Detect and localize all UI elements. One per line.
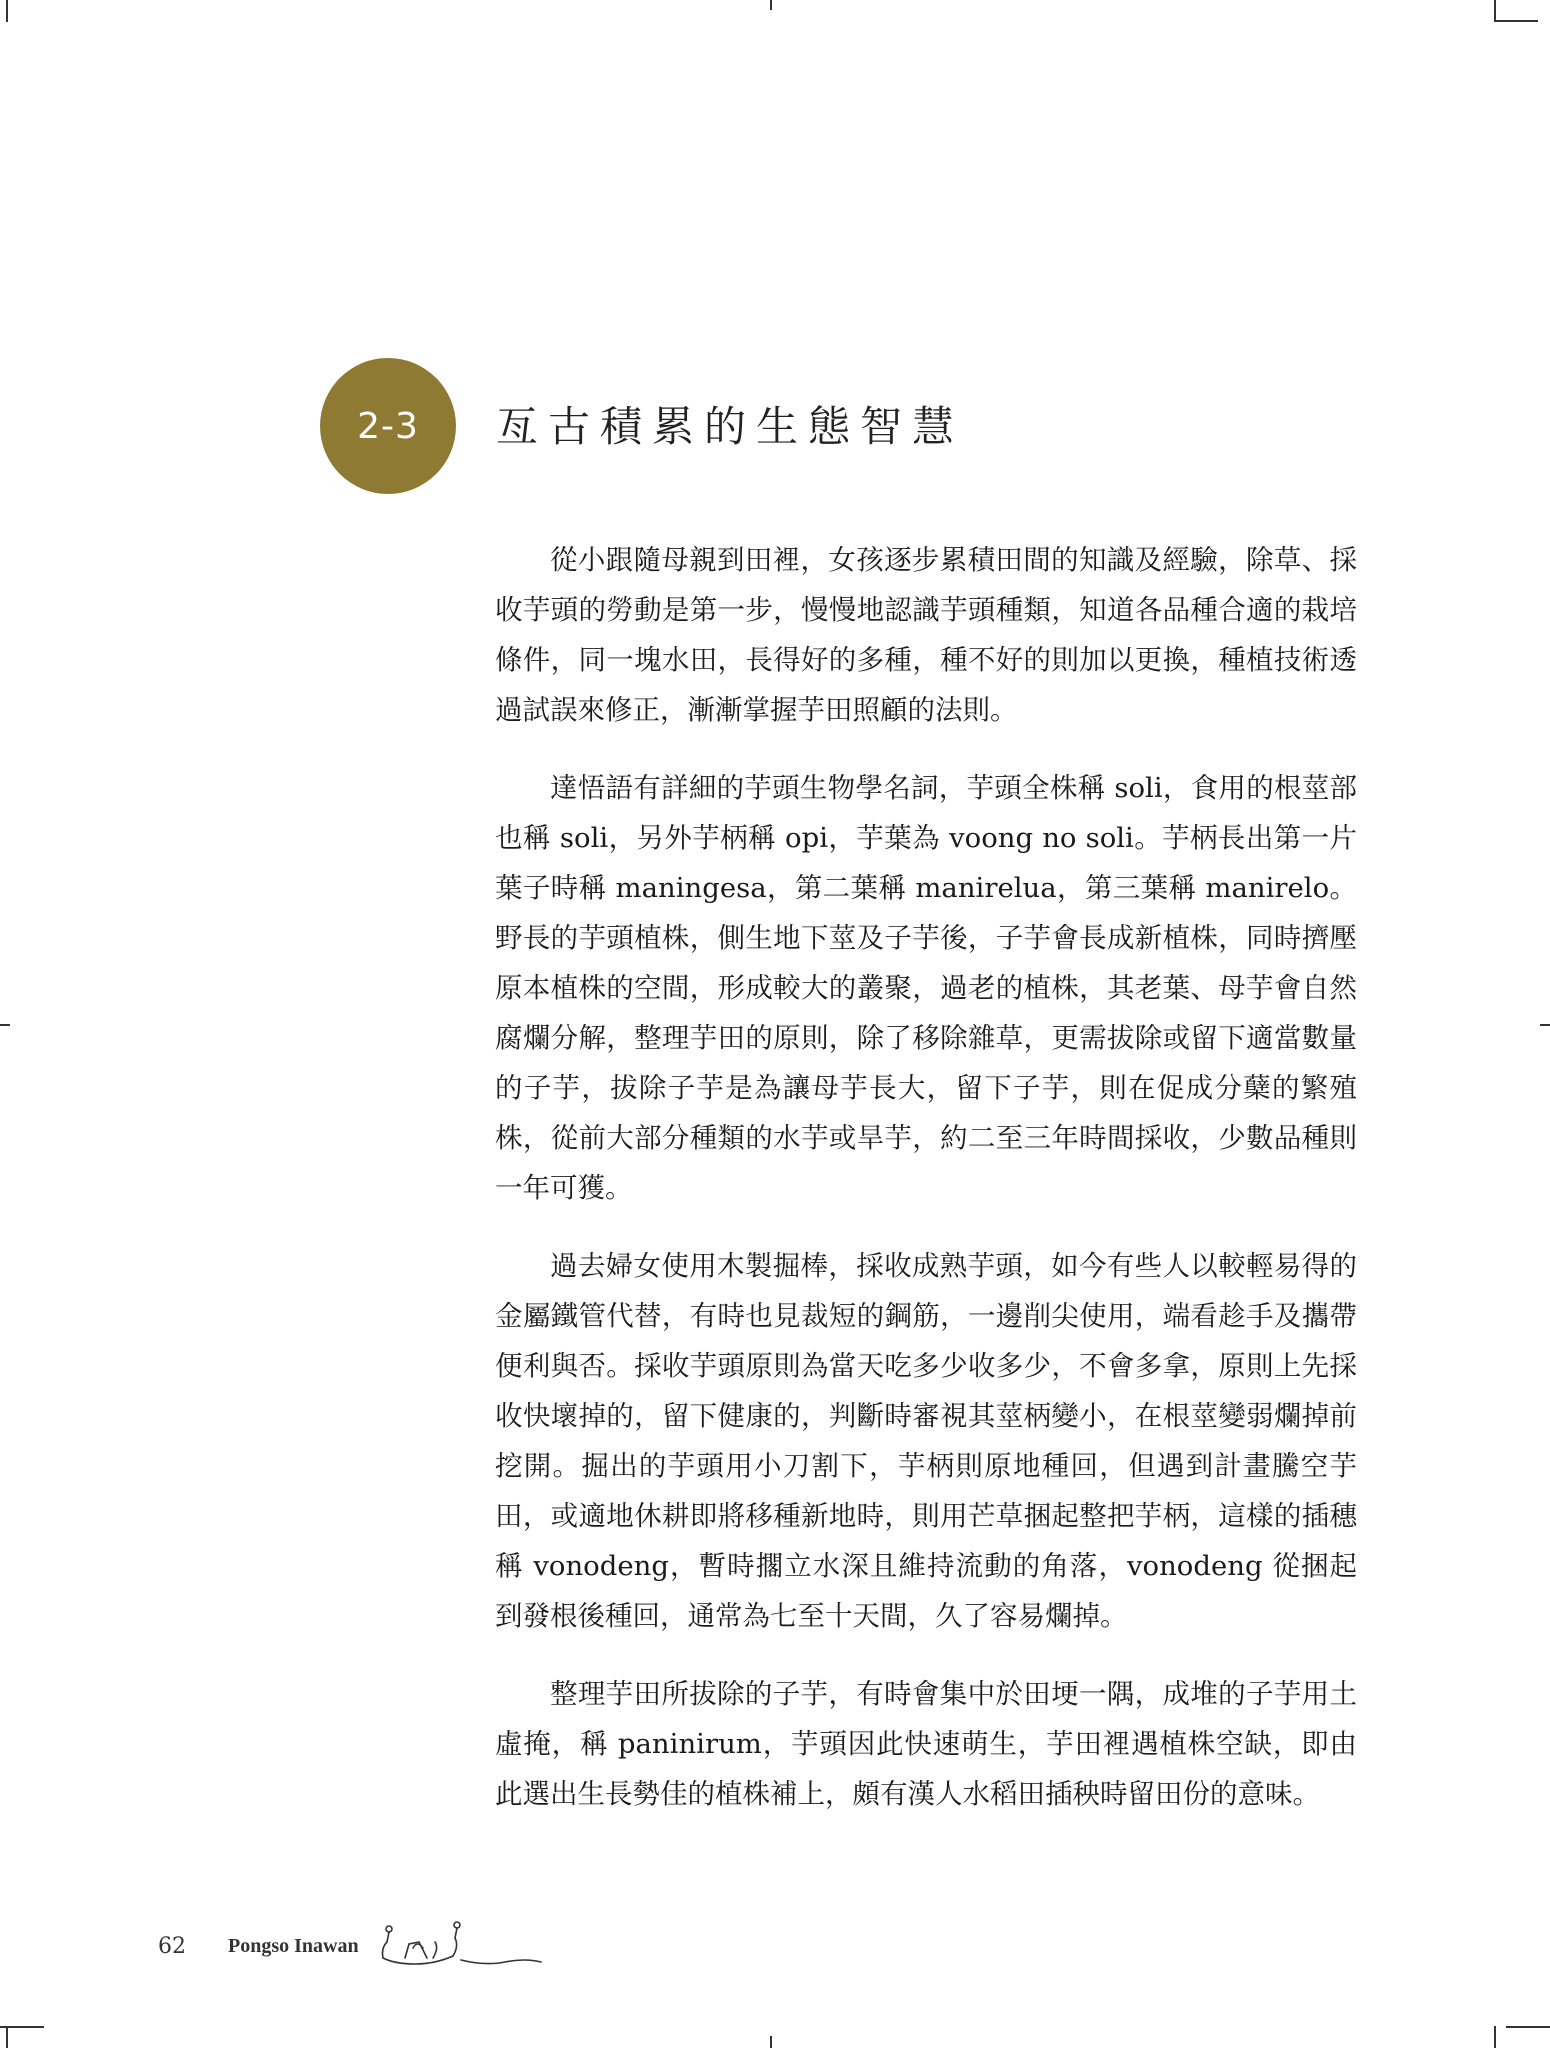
crop-mark-top-right-h	[1494, 20, 1538, 22]
body-text	[495, 535, 1357, 1847]
crop-mark-bottom-left-v	[6, 2026, 8, 2048]
page-footer	[158, 1918, 545, 1974]
paragraph-3: 過去婦女使用木製掘棒，採收成熟芋頭，如今有些人以較輕易得的金屬鐵管代替，有時也見裁短的鋼筋，一邊削尖使用，端看趁手及攜帶便利與否。採收芋頭原則為當天吃多少收多少，不會多拿，原則上先採收快壞掉的，留下健康的，判斷時審視其莖柄變小，在根莖變弱爛掉前挖開。掘出的芋頭用小刀割下，芋柄則原地種回，但遇到計畫騰空芋田，或適地休耕即將移種新地時，則用芒草捆起整把芋柄，這樣的插穗稱 vonodeng，暫時擱立水深且維持流動的角落，vonodeng 從捆起到發根後種回，通常為七至十天間，久了容易爛掉。	[495, 1250, 1357, 1632]
crop-mark-right-mid	[1540, 1024, 1550, 1026]
crop-mark-bottom-right-v	[1494, 2026, 1496, 2048]
section-number-badge	[320, 358, 456, 494]
page-number: 62	[158, 1933, 186, 1959]
crop-mark-top-right-v	[1494, 0, 1496, 22]
paragraph-4: 整理芋田所拔除的子芋，有時會集中於田埂一隅，成堆的子芋用土虛掩，稱 paninirum，芋頭因此快速萌生，芋田裡遇植株空缺，即由此選出生長勢佳的植株補上，頗有漢人水稻田插秧時留田份的意味。	[495, 1678, 1357, 1810]
paragraph-1: 從小跟隨母親到田裡，女孩逐步累積田間的知識及經驗，除草、採收芋頭的勞動是第一步，慢慢地認識芋頭種類，知道各品種合適的栽培條件，同一塊水田，長得好的多種，種不好的則加以更換，種植技術透過試誤來修正，漸漸掌握芋田照顧的法則。	[495, 544, 1357, 726]
crop-mark-left-mid	[0, 1024, 10, 1026]
running-head: Pongso Inawan	[228, 1934, 359, 1957]
section-title: 亙古積累的生態智慧	[496, 402, 965, 451]
paragraph-2: 達悟語有詳細的芋頭生物學名詞，芋頭全株稱 soli，食用的根莖部也稱 soli，另外芋柄稱 opi，芋葉為 voong no soli。芋柄長出第一片葉子時稱 maningesa，第二葉稱 manirelua，第三葉稱 manirelo。野長的芋頭植株，側生地下莖及子芋後，子芋會長成新植株，同時擠壓原本植株的空間，形成較大的叢聚，過老的植株，其老葉、母芋會自然腐爛分解，整理芋田的原則，除了移除雜草，更需拔除或留下適當數量的子芋，拔除子芋是為讓母芋長大，留下子芋，則在促成分蘖的繁殖株，從前大部分種類的水芋或旱芋，約二至三年時間採收，少數品種則一年可獲。	[495, 772, 1357, 1204]
crop-mark-bottom	[770, 2036, 772, 2048]
section-number: 2-3	[357, 405, 419, 447]
boat-sketch-icon	[375, 1918, 545, 1974]
crop-mark-top	[770, 0, 772, 10]
crop-mark-bottom-right-h	[1506, 2026, 1550, 2028]
crop-mark-top-left-v	[6, 0, 8, 22]
